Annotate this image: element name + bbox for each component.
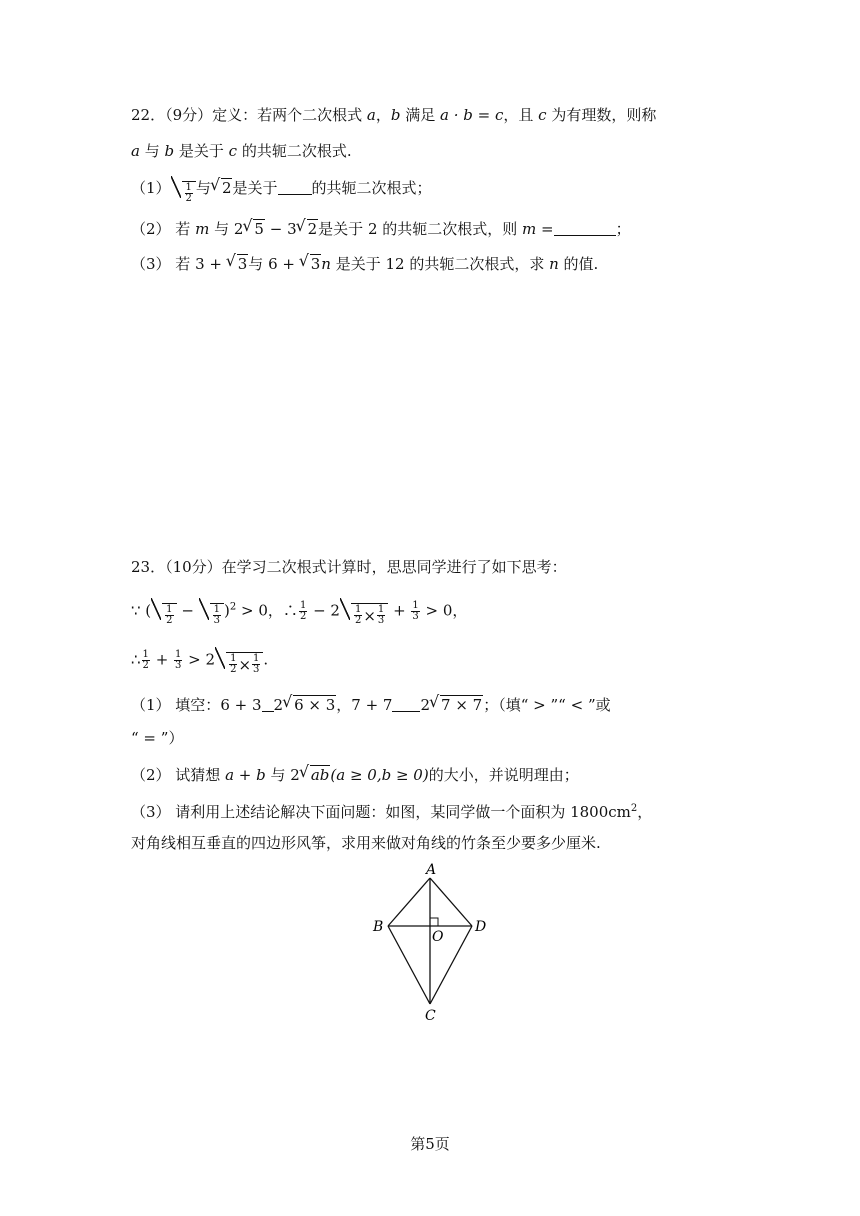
kite-figure (368, 860, 508, 1030)
q23-line1: 23．（10分）在学习二次根式计算时，思思同学进行了如下思考： (131, 558, 567, 576)
q22-part1-blank[interactable] (278, 180, 312, 195)
q22-part1: （1） $\frac{1}{2}$ 与√ 2是关于 的共轭二次根式； (131, 174, 432, 204)
q22-line2: a 与 b 是关于 c 的共轭二次根式. (131, 142, 352, 160)
q23-part1-line2: “ = ”） (131, 729, 184, 747)
label-b: B (373, 919, 384, 935)
q23-line3: ∴ $\frac{1}{2}$ + $\frac{1}{3}$ > 2 $\frac{1}{2}$ × $\frac{1}{3}$ . (131, 645, 268, 676)
label-a: A (426, 862, 437, 878)
q23-part1: （1） 填空：6 + 3 2√ 6 × 3，7 + 7 2√ 7 × 7；（填“ > ”“ < ”或 (131, 694, 611, 716)
q22-part3: （3） 若 3 + √ 3与 6 + √ 3n 是关于 12 的共轭二次根式，求 n 的值. (131, 253, 598, 275)
page-footer: 第5页 (410, 1135, 450, 1153)
edge-ab (388, 878, 430, 926)
q22-part2: （2） 若 m 与 2√ 5 − 3√ 2是关于 2 的共轭二次根式，则 m = ； (131, 218, 631, 240)
q23-part1-blank2[interactable] (392, 697, 420, 712)
q22-line1: 22．（9分）定义：若两个二次根式 a，b 满足 a · b = c，且 c 为有理数，则称 (131, 106, 657, 124)
label-o: O (432, 929, 444, 945)
edge-bc (388, 926, 430, 1004)
label-d: D (475, 919, 487, 935)
q23-part1-blank1[interactable] (262, 697, 274, 712)
q23-part3-line2: 对角线相互垂直的四边形风筝，求用来做对角线的竹条至少要多少厘米. (131, 834, 601, 852)
q23-part2: （2） 试猜想 a + b 与 2√ ab(a ≥ 0,b ≥ 0)的大小，并说明理由； (131, 764, 579, 786)
right-angle-mark (430, 918, 438, 926)
q22-part2-blank[interactable] (554, 221, 616, 236)
q23-line2: ∵ ( $\frac{1}{2}$ − $\frac{1}{3}$ )$^2$ > 0，∴ $\frac{1}{2}$ − 2 $\frac{1}{2}$ × $\frac{1}{3}$ + $\frac{1}{3}$ > 0， (131, 596, 467, 627)
q23-part3: （3） 请利用上述结论解决下面问题：如图，某同学做一个面积为 $1800cm^2$， (131, 803, 653, 821)
edge-ad (430, 878, 472, 926)
label-c: C (425, 1008, 436, 1024)
